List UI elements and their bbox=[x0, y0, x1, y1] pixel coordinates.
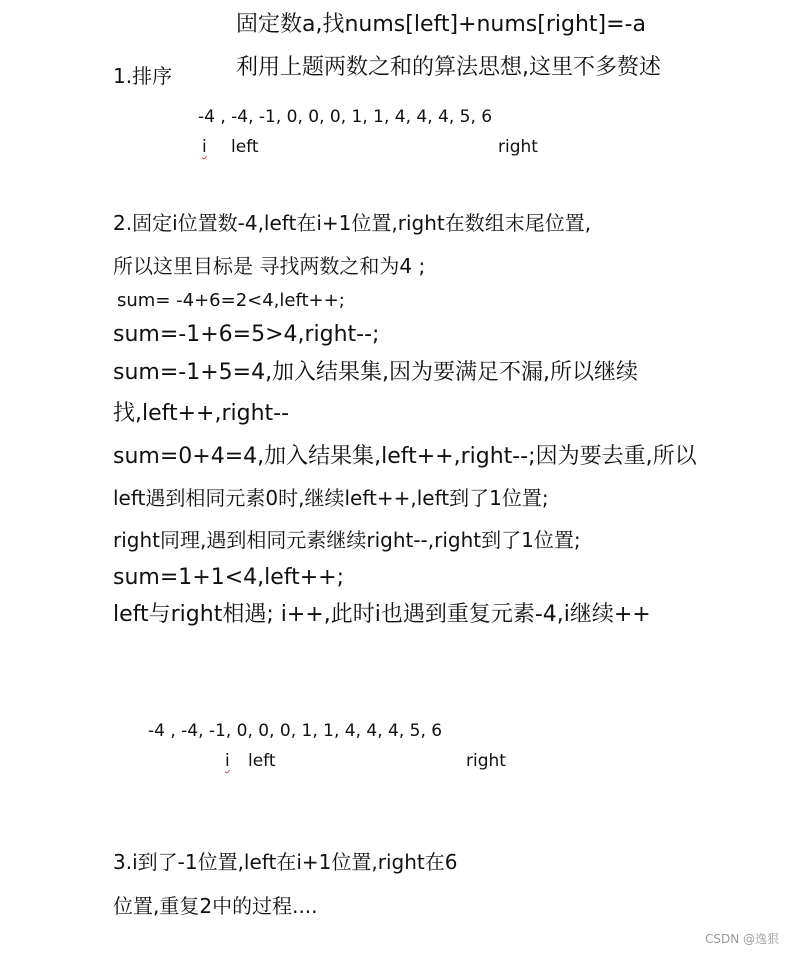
array2-values: -4 , -4, -1, 0, 0, 0, 1, 1, 4, 4, 4, 5, 6 bbox=[148, 721, 443, 741]
array1-i-marker: i bbox=[202, 137, 207, 157]
step1-label: 1.排序 bbox=[113, 64, 173, 88]
array2-right-marker: right bbox=[466, 751, 506, 771]
array2-i-marker: i bbox=[225, 751, 230, 771]
array1-right-marker: right bbox=[498, 137, 538, 157]
step2-line-8: left遇到相同元素0时,继续left++,left到了1位置; bbox=[113, 486, 549, 510]
step2-line-11: left与right相遇; i++,此时i也遇到重复元素-4,i继续++ bbox=[113, 602, 651, 627]
step2-line-2: 所以这里目标是 寻找两数之和为4 ; bbox=[113, 254, 426, 278]
step2-line-4: sum=-1+6=5>4,right--; bbox=[113, 322, 380, 347]
step2-line-9: right同理,遇到相同元素继续right--,right到了1位置; bbox=[113, 528, 581, 552]
csdn-watermark: CSDN @逸狠 bbox=[705, 932, 780, 946]
header-line-1: 固定数a,找nums[left]+nums[right]=-a bbox=[236, 12, 646, 37]
step2-line-5: sum=-1+5=4,加入结果集,因为要满足不漏,所以继续 bbox=[113, 360, 639, 385]
array1-left-marker: left bbox=[231, 137, 259, 157]
array2-left-marker: left bbox=[248, 751, 276, 771]
step3-line-1: 3.i到了-1位置,left在i+1位置,right在6 bbox=[113, 850, 458, 874]
step3-line-2: 位置,重复2中的过程.... bbox=[113, 894, 318, 918]
step2-line-3: sum= -4+6=2<4,left++; bbox=[117, 290, 345, 311]
step2-line-10: sum=1+1<4,left++; bbox=[113, 565, 345, 590]
step2-line-7: sum=0+4=4,加入结果集,left++,right--;因为要去重,所以 bbox=[113, 444, 697, 469]
step2-line-6: 找,left++,right-- bbox=[113, 401, 290, 426]
step2-line-1: 2.固定i位置数-4,left在i+1位置,right在数组末尾位置, bbox=[113, 211, 592, 235]
array1-values: -4 , -4, -1, 0, 0, 0, 1, 1, 4, 4, 4, 5, 6 bbox=[198, 107, 493, 127]
header-line-2: 利用上题两数之和的算法思想,这里不多赘述 bbox=[236, 55, 661, 80]
